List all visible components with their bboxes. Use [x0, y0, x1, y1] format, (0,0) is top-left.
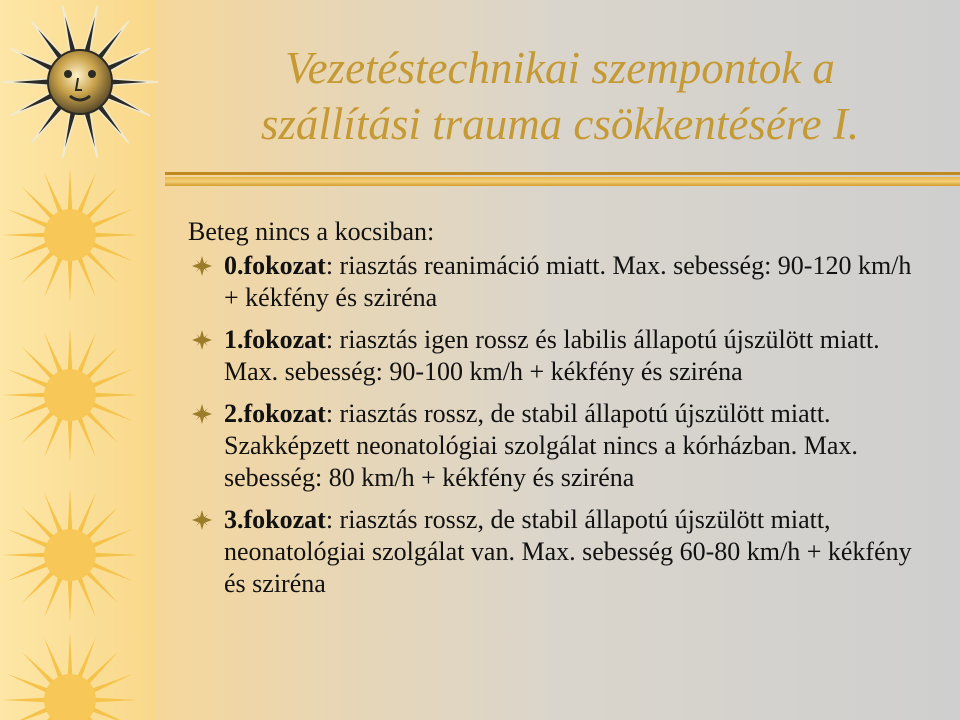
item-text: : riasztás igen rossz és labilis állapotú újszülött miatt. Max. sebesség: 90-100 km/h + kékfény és sziréna — [224, 325, 880, 386]
sun-ray — [63, 108, 78, 158]
sun-ray — [89, 241, 133, 261]
sun-ray — [7, 706, 51, 720]
item-label: 3.fokozat — [224, 505, 326, 534]
sun-ray — [76, 414, 96, 458]
sun-ray — [7, 401, 51, 421]
sun-ray — [44, 492, 64, 536]
sun-ray — [89, 529, 133, 549]
sun-ray — [76, 172, 96, 216]
sun-ray — [68, 417, 73, 463]
intro-text: Beteg nincs a kocsiban: — [188, 217, 435, 246]
sun-ray — [92, 233, 138, 238]
sun-ray — [2, 393, 48, 398]
item-label: 2.fokozat — [224, 399, 326, 428]
yellow-sun-icon — [2, 487, 138, 623]
star-burst-icon — [192, 510, 212, 530]
sun-ray — [2, 233, 48, 238]
sun-decoration — [0, 0, 160, 720]
sun-ray — [10, 48, 57, 73]
sun-core — [44, 369, 96, 421]
yellow-sun-icon — [2, 632, 138, 720]
slide-title — [200, 40, 920, 152]
list-item — [188, 324, 928, 388]
sun-ray — [7, 369, 51, 389]
item-label: 0.fokozat — [224, 251, 326, 280]
sun-ray — [7, 241, 51, 261]
star-burst-icon — [192, 330, 212, 350]
sun-ray — [68, 632, 73, 678]
sun-ray — [68, 327, 73, 373]
sun-ray — [76, 254, 96, 298]
sun-ray — [2, 698, 48, 703]
title-line-2: szállítási trauma csökkentésére I. — [260, 99, 860, 149]
sun-ray — [7, 561, 51, 581]
sun-ray — [2, 553, 48, 558]
sun-ray — [7, 209, 51, 229]
sun-ray — [44, 574, 64, 618]
sun-ray — [68, 487, 73, 533]
sun-ray — [92, 553, 138, 558]
sun-ray — [44, 637, 64, 681]
yellow-sun-icon — [2, 167, 138, 303]
sun-ray — [76, 637, 96, 681]
sun-face-icon — [2, 6, 158, 158]
sun-ray — [68, 167, 73, 213]
sun-ray — [89, 674, 133, 694]
sun-ray — [83, 6, 98, 56]
sun-ray — [108, 79, 158, 86]
sun-ray — [68, 257, 73, 303]
list-item — [188, 250, 928, 314]
sun-ray — [89, 401, 133, 421]
sun-ray — [63, 6, 78, 56]
sun-ray — [89, 561, 133, 581]
sun-ray — [89, 369, 133, 389]
yellow-sun-icon — [2, 327, 138, 463]
item-text: : riasztás rossz, de stabil állapotú újszülött miatt, neonatológiai szolgálat van. Max. sebesség 60-80 km/h + kékfény és sziréna — [224, 505, 912, 598]
sun-ray — [2, 79, 52, 86]
sun-core — [44, 209, 96, 261]
list-item — [188, 504, 928, 600]
sun-ray — [104, 91, 151, 116]
sun-ray — [44, 414, 64, 458]
sun-ray — [44, 172, 64, 216]
sun-ray — [89, 209, 133, 229]
sun-ray — [44, 254, 64, 298]
sun-ray — [68, 577, 73, 623]
slide-body — [188, 216, 928, 610]
list-item — [188, 398, 928, 494]
title-line-1: Vezetéstechnikai szempontok a — [285, 43, 835, 93]
sun-ray — [76, 574, 96, 618]
star-burst-icon — [192, 256, 212, 276]
item-text: : riasztás rossz, de stabil állapotú újszülött miatt. Szakképzett neonatológiai szolgálat nincs a kórházban. Max. sebesség: 80 km/h + kékfény és sziréna — [224, 399, 858, 492]
yellow-sun-icons — [2, 167, 138, 720]
sun-ray — [7, 529, 51, 549]
sun-ray — [104, 48, 151, 73]
sun-ray — [7, 674, 51, 694]
sun-ray — [83, 108, 98, 158]
item-text: : riasztás reanimáció miatt. Max. sebesség: 90-120 km/h + kékfény és sziréna — [224, 251, 912, 312]
sun-ray — [44, 332, 64, 376]
title-divider — [165, 172, 960, 186]
sun-core — [44, 529, 96, 581]
sun-ray — [92, 393, 138, 398]
sun-ray — [89, 706, 133, 720]
star-burst-icon — [192, 404, 212, 424]
sun-ray — [76, 332, 96, 376]
sun-ray — [92, 698, 138, 703]
item-label: 1.fokozat — [224, 325, 326, 354]
bullet-list — [188, 250, 928, 600]
sun-ray — [76, 492, 96, 536]
sun-ray — [10, 91, 57, 116]
